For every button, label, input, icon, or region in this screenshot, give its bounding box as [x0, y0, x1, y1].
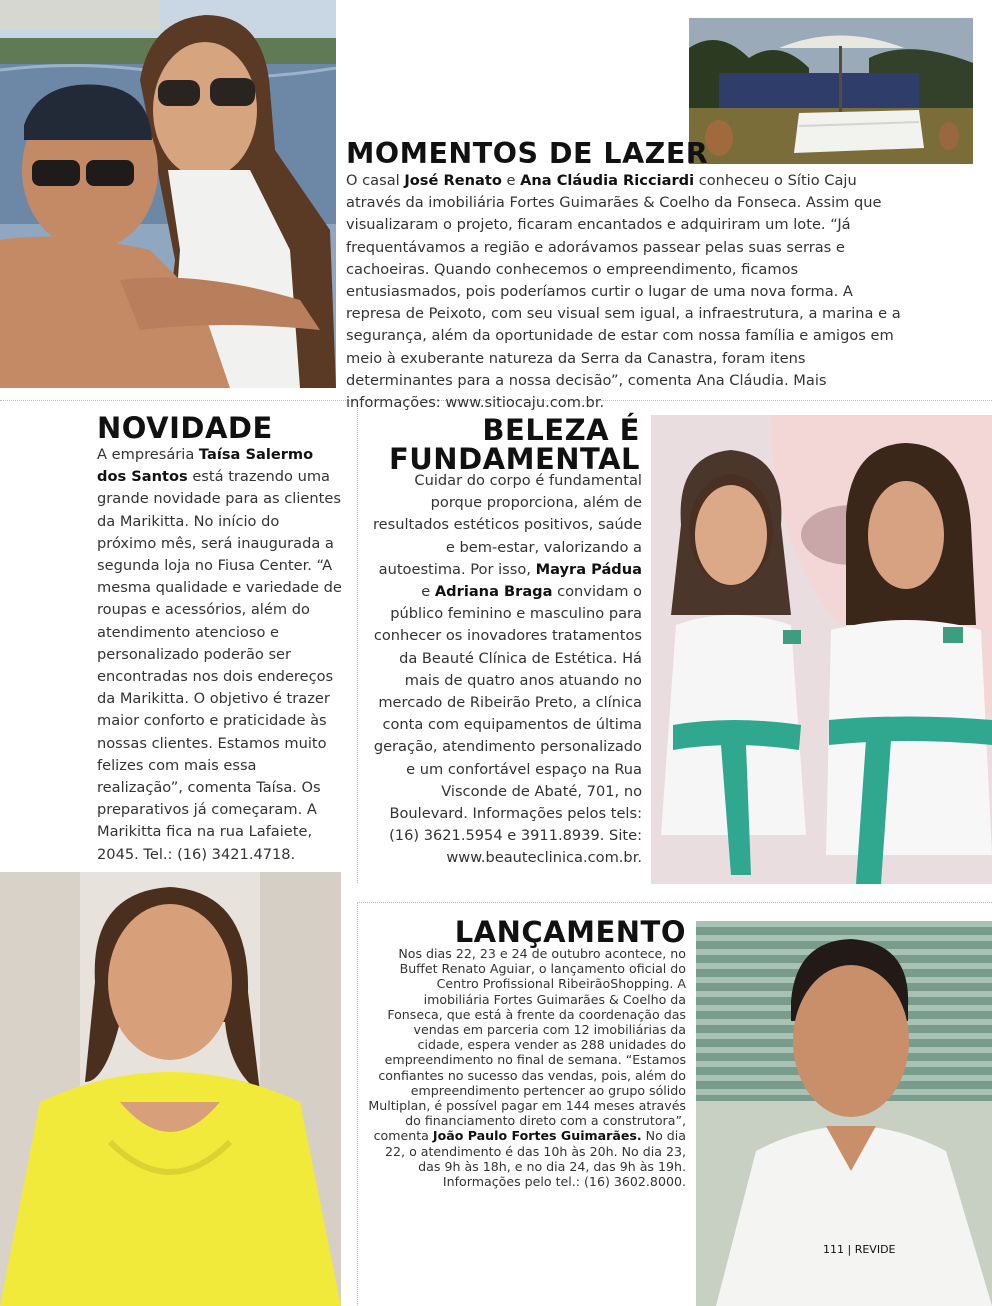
couple-photo [0, 0, 336, 388]
novidade-name-taisa: Taísa Salermo dos Santos [97, 446, 314, 486]
lazer-name-jose: José Renato [404, 172, 502, 189]
lazer-text-1: O casal [346, 172, 405, 189]
lancamento-text-1: Nos dias 22, 23 e 24 de outubro acontece, no Buffet Renato Aguiar, o lançamento oficial do Centro Profissional RibeirãoShopping. A imobiliária Fortes Guimarães & Coelho da Fonseca, que está à frente da coordenação das vendas em parceria com 12 imobiliárias da cidade, espera vender as 288 unidades do empreendimento no final de semana. “Estamos confiantes no sucesso das vendas, pois, além do empreendimento pertencer ao grupo sólido Multiplan, é possível pagar em 144 meses através do financiamento direto com a construtora”, comenta [368, 946, 686, 1144]
divider-mid [357, 902, 992, 903]
lancamento-name-joao: João Paulo Fortes Guimarães. [432, 1128, 642, 1144]
lazer-heading: MOMENTOS DE LAZER [346, 137, 709, 170]
beleza-name-adriana: Adriana Braga [434, 583, 553, 601]
beleza-name-mayra: Mayra Pádua [535, 560, 642, 578]
novidade-text [97, 444, 343, 866]
page-footer [823, 1243, 896, 1256]
beleza-text [368, 470, 642, 870]
magazine-name: REVIDE [854, 1243, 896, 1256]
resort-photo [689, 18, 973, 164]
beleza-text-2: e [421, 583, 435, 601]
divider-vertical-left [357, 408, 358, 883]
novidade-heading: NOVIDADE [97, 411, 273, 445]
divider-vertical-low [357, 902, 358, 1306]
lazer-name-ana: Ana Cláudia Ricciardi [520, 172, 695, 189]
page-number: 111 [823, 1243, 844, 1256]
lancamento-text-2: No dia 22, o atendimento é das 10h às 20h. No dia 23, das 9h às 18h, e no dia 24, das 9h às 19h. Informações pelo tel.: (16) 3602.8000. [385, 1128, 686, 1190]
beleza-text-1: Cuidar do corpo é fundamental porque proporciona, além de resultados estéticos positivos, saúde e bem-estar, valorizando a autoestima. Por isso, [372, 472, 642, 578]
lazer-text [346, 170, 911, 414]
beleza-heading-line2: FUNDAMENTAL [388, 442, 640, 476]
lazer-text-2: e [501, 172, 521, 189]
novidade-text-1: A empresária [97, 446, 199, 463]
beleza-heading [380, 413, 640, 476]
lazer-text-3: conheceu o Sítio Caju através da imobiliária Fortes Guimarães & Coelho da Fonseca. Assim que visualizaram o projeto, ficaram encantados e adquiriram um lote. “Já frequentávamos a região e adorávamos passear pelas suas serras e cachoeiras. Quando conhecemos o empreendimento, ficamos entusiasmados, pois poderíamos curtir o lugar de uma nova forma. A represa de Peixoto, com seu visual sem igual, a infraestrutura, a marina e a segurança, além da oportunidade de estar com nossa família e amigos em meio à exuberante natureza da Serra da Canastra, foram itens determinantes para a nossa decisão”, comenta Ana Cláudia. Mais informações: www.sitiocaju.com.br. [346, 172, 901, 412]
novidade-text-2: está trazendo uma grande novidade para as clientes da Marikitta. No início do próximo mês, será inaugurada a segunda loja no Fiusa Center. “A mesma qualidade e variedade de roupas e acessórios, além do atendimento atencioso e personalizado poderão ser encontradas nos dois endereços da Marikitta. O objetivo é trazer maior conforto e praticidade às nossas clientes. Estamos muito felizes com mais essa realização”, comenta Taísa. Os preparativos já começaram. A Marikitta fica na rua Lafaiete, 2045. Tel.: (16) 3421.4718. [97, 468, 342, 863]
beleza-heading-line1: BELEZA É [482, 413, 640, 447]
beleza-text-3: convidam o público feminino e masculino para conhecer os inovadores tratamentos da Beauté Clínica de Estética. Há mais de quatro anos atuando no mercado de Ribeirão Preto, a clínica conta com equipamentos de última geração, atendimento personalizado e um confortável espaço na Rua Visconde de Abaté, 701, no Boulevard. Informações pelos tels: (16) 3621.5954 e 3911.8939. Site: www.beauteclinica.com.br. [373, 583, 642, 867]
lancamento-text [368, 946, 686, 1189]
lancamento-heading: LANÇAMENTO [454, 915, 686, 949]
marikitta-photo [0, 872, 341, 1306]
clinic-photo [651, 415, 992, 884]
footer-separator: | [847, 1243, 852, 1256]
